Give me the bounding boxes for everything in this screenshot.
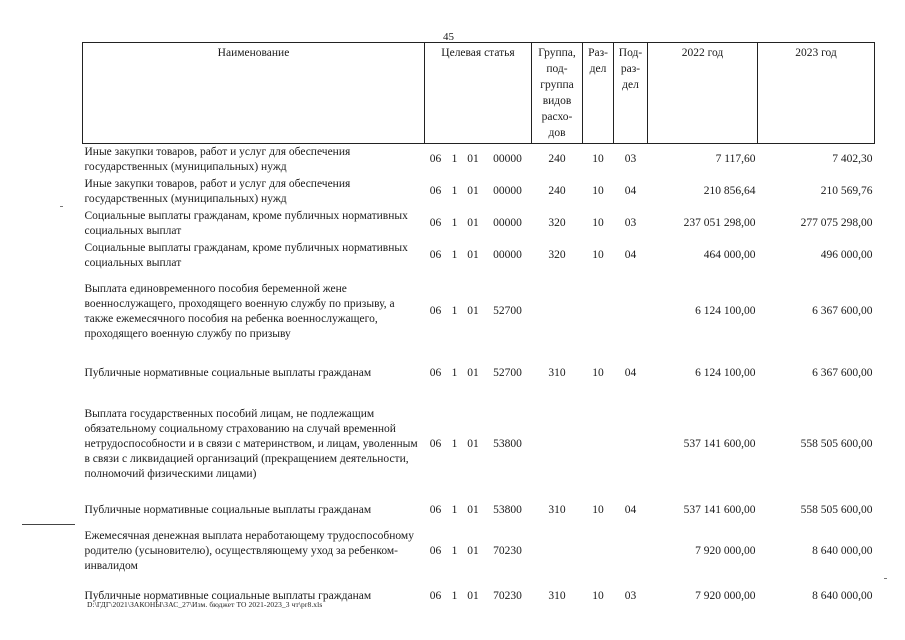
row-amount-2022: 7 920 000,00 bbox=[695, 590, 756, 602]
margin-scan-line bbox=[22, 524, 75, 525]
row-ts-subprogram: 1 bbox=[451, 438, 458, 450]
header-group: Группа, под-группа видов расхо-дов bbox=[532, 43, 583, 144]
table-body bbox=[83, 144, 875, 617]
row-name: Публичные нормативные социальные выплаты гражданам bbox=[84, 590, 372, 602]
row-name: Иные закупки товаров, работ и услуг для обеспечения государственных (муниципальных) нужд bbox=[84, 145, 351, 173]
table-header bbox=[83, 43, 875, 144]
page-number: 45 bbox=[443, 31, 454, 43]
row-name: Социальные выплаты гражданам, кроме публичных нормативных социальных выплат bbox=[84, 241, 408, 269]
table-row bbox=[83, 395, 875, 495]
row-group: 320 bbox=[548, 217, 566, 229]
row-amount-2022: 464 000,00 bbox=[703, 249, 756, 261]
row-section: 10 bbox=[592, 590, 604, 602]
row-subsection: 04 bbox=[624, 185, 637, 197]
row-subsection: 04 bbox=[624, 504, 637, 516]
row-ts-event: 01 bbox=[467, 249, 479, 261]
table-row bbox=[83, 577, 875, 617]
row-section: 10 bbox=[592, 153, 604, 166]
row-amount-2023: 210 569,76 bbox=[820, 185, 873, 197]
row-amount-2023: 6 367 600,00 bbox=[812, 366, 873, 379]
row-name: Социальные выплаты гражданам, кроме публичных нормативных социальных выплат bbox=[84, 209, 408, 237]
row-ts-program: 06 bbox=[429, 217, 442, 229]
header-section: Раз-дел bbox=[583, 43, 614, 144]
row-ts-event: 01 bbox=[467, 185, 479, 197]
margin-scan-mark bbox=[60, 206, 63, 207]
row-ts-event: 01 bbox=[467, 305, 479, 317]
row-subsection: 04 bbox=[624, 366, 637, 379]
row-amount-2022: 6 124 100,00 bbox=[695, 305, 756, 317]
row-section: 10 bbox=[592, 217, 604, 229]
footer-file-path: D:\ГДГ\2021\ЗАКОНЫ\ЗАС_27\Изм. бюджет ТО 2021-2023_3 чт\pr8.xls bbox=[87, 600, 323, 609]
row-amount-2023: 558 505 600,00 bbox=[800, 438, 873, 450]
row-amount-2022: 6 124 100,00 bbox=[695, 366, 756, 379]
row-amount-2023: 7 402,30 bbox=[832, 153, 873, 166]
row-ts-event: 01 bbox=[467, 504, 479, 516]
row-name: Иные закупки товаров, работ и услуг для обеспечения государственных (муниципальных) нужд bbox=[84, 177, 351, 205]
row-ts-program: 06 bbox=[429, 366, 442, 379]
row-ts-subprogram: 1 bbox=[451, 153, 458, 166]
table-row bbox=[83, 208, 875, 240]
row-ts-direction: 70230 bbox=[493, 545, 522, 557]
table-row bbox=[83, 495, 875, 527]
row-subsection bbox=[614, 395, 648, 495]
row-name: Публичные нормативные социальные выплаты гражданам bbox=[84, 504, 372, 516]
table-row bbox=[83, 272, 875, 352]
row-subsection bbox=[614, 272, 648, 352]
row-ts-event: 01 bbox=[467, 153, 479, 166]
row-group: 320 bbox=[548, 249, 566, 261]
row-group bbox=[532, 272, 583, 352]
row-amount-2022: 237 051 298,00 bbox=[683, 217, 756, 229]
row-ts-direction: 52700 bbox=[493, 366, 522, 379]
row-ts-program: 06 bbox=[429, 185, 442, 197]
row-subsection: 03 bbox=[624, 217, 637, 229]
row-ts-program: 06 bbox=[429, 590, 442, 602]
row-ts-direction: 00000 bbox=[493, 185, 522, 197]
row-group bbox=[532, 395, 583, 495]
row-ts-program: 06 bbox=[429, 153, 442, 166]
row-amount-2023: 8 640 000,00 bbox=[812, 545, 873, 557]
row-ts-subprogram: 1 bbox=[451, 545, 458, 557]
row-section bbox=[583, 272, 614, 352]
row-ts-subprogram: 1 bbox=[451, 305, 458, 317]
margin-scan-mark bbox=[884, 578, 887, 579]
row-name: Выплата государственных пособий лицам, не подлежащим обязательному социальному страхованию на случай временной нетрудоспособности и в связи с материнством, и лицам, уволенным в связи с ликвидацией организаций (прекращением деятельности, полномочий физическими лицами) bbox=[84, 408, 418, 480]
row-group bbox=[532, 527, 583, 577]
row-amount-2022: 7 920 000,00 bbox=[695, 545, 756, 557]
row-ts-program: 06 bbox=[429, 249, 442, 261]
row-name: Выплата единовременного пособия беременной жене военнослужащего, проходящего военную службу по призыву, а также ежемесячного пособия на ребенка военнослужащего, проходящего военную службу по призыву bbox=[84, 282, 395, 340]
row-amount-2023: 558 505 600,00 bbox=[800, 504, 873, 516]
row-ts-direction: 53800 bbox=[493, 504, 522, 516]
row-section: 10 bbox=[592, 249, 604, 261]
row-section bbox=[583, 395, 614, 495]
row-ts-event: 01 bbox=[467, 545, 479, 557]
row-ts-direction: 00000 bbox=[493, 217, 522, 229]
row-group: 310 bbox=[548, 504, 566, 516]
row-subsection: 03 bbox=[624, 153, 637, 166]
row-section: 10 bbox=[592, 185, 604, 197]
row-amount-2023: 277 075 298,00 bbox=[800, 217, 873, 229]
row-ts-event: 01 bbox=[467, 438, 479, 450]
header-target-article: Целевая статья bbox=[425, 43, 532, 144]
row-ts-program: 06 bbox=[429, 438, 442, 450]
row-ts-subprogram: 1 bbox=[451, 217, 458, 229]
row-ts-subprogram: 1 bbox=[451, 185, 458, 197]
header-subsection: Под-раз-дел bbox=[614, 43, 648, 144]
budget-table-wrapper bbox=[82, 42, 874, 617]
row-ts-direction: 00000 bbox=[493, 249, 522, 261]
header-year-2023: 2023 год bbox=[758, 43, 875, 144]
row-ts-program: 06 bbox=[429, 545, 442, 557]
row-ts-program: 06 bbox=[429, 504, 442, 516]
row-section: 10 bbox=[592, 366, 604, 379]
row-ts-event: 01 bbox=[467, 217, 479, 229]
row-group: 310 bbox=[548, 366, 566, 379]
row-ts-event: 01 bbox=[467, 366, 479, 379]
row-ts-subprogram: 1 bbox=[451, 504, 458, 516]
row-subsection: 03 bbox=[624, 590, 637, 602]
budget-table bbox=[82, 42, 875, 617]
row-ts-subprogram: 1 bbox=[451, 590, 458, 602]
row-subsection: 04 bbox=[624, 249, 637, 261]
row-section: 10 bbox=[592, 504, 604, 516]
row-ts-program: 06 bbox=[429, 305, 442, 317]
row-amount-2022: 537 141 600,00 bbox=[683, 438, 756, 450]
row-amount-2023: 6 367 600,00 bbox=[812, 305, 873, 317]
row-ts-event: 01 bbox=[467, 590, 479, 602]
row-name: Публичные нормативные социальные выплаты гражданам bbox=[84, 366, 372, 379]
table-row bbox=[83, 240, 875, 272]
row-group: 240 bbox=[548, 185, 566, 197]
row-ts-direction: 52700 bbox=[493, 305, 522, 317]
table-row bbox=[83, 176, 875, 208]
row-amount-2023: 496 000,00 bbox=[820, 249, 873, 261]
row-subsection bbox=[614, 527, 648, 577]
row-group: 310 bbox=[548, 590, 566, 602]
row-amount-2022: 210 856,64 bbox=[703, 185, 756, 197]
row-ts-subprogram: 1 bbox=[451, 249, 458, 261]
row-group: 240 bbox=[548, 153, 566, 166]
row-amount-2023: 8 640 000,00 bbox=[812, 590, 873, 602]
row-ts-direction: 70230 bbox=[493, 590, 522, 602]
row-amount-2022: 7 117,60 bbox=[715, 153, 756, 166]
row-amount-2022: 537 141 600,00 bbox=[683, 504, 756, 516]
table-row bbox=[83, 144, 875, 176]
table-row bbox=[83, 352, 875, 395]
header-name: Наименование bbox=[83, 43, 425, 144]
row-ts-direction: 53800 bbox=[493, 438, 522, 450]
table-row bbox=[83, 527, 875, 577]
row-name: Ежемесячная денежная выплата неработающему трудоспособному родителю (усыновителю), осуществляющему уход за ребенком-инвалидом bbox=[84, 530, 414, 572]
row-section bbox=[583, 527, 614, 577]
header-year-2022: 2022 год bbox=[648, 43, 758, 144]
row-ts-subprogram: 1 bbox=[451, 366, 458, 379]
row-ts-direction: 00000 bbox=[493, 153, 522, 166]
